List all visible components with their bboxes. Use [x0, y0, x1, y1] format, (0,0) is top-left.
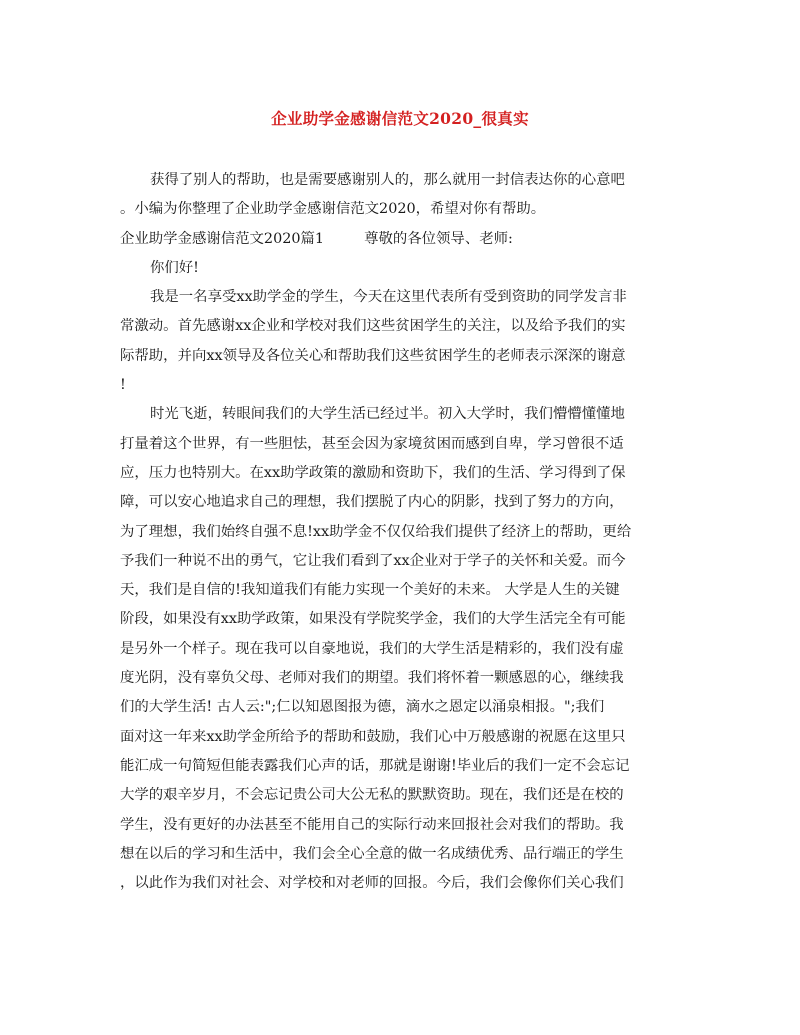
body-line: 应，压力也特别大。在xx助学政策的激励和资助下，我们的生活、学习得到了保: [120, 464, 626, 481]
body-line: 常激动。首先感谢xx企业和学校对我们这些贫困学生的关注，以及给予我们的实: [120, 318, 626, 335]
body-line: 时光飞逝，转眼间我们的大学生活已经过半。初入大学时，我们懵懵懂懂地: [150, 406, 625, 423]
greeting: 你们好!: [150, 259, 199, 276]
body-line: 学生，没有更好的办法甚至不能用自己的实际行动来回报社会对我们的帮助。我: [120, 816, 624, 833]
salutation: 尊敬的各位领导、老师:: [364, 230, 513, 247]
body-line: !: [120, 377, 126, 394]
body-line: 大学的艰辛岁月，不会忘记贵公司大公无私的默默资助。现在，我们还是在校的: [120, 787, 624, 804]
body-line: 们的大学生活! 古人云:";仁以知恩图报为德，滴水之恩定以涌泉相报。";我们: [120, 699, 605, 716]
body-line: 。小编为你整理了企业助学金感谢信范文2020，希望对你有帮助。: [120, 201, 546, 218]
body-line-heading: [120, 225, 690, 254]
body-line: 际帮助，并向xx领导及各位关心和帮助我们这些贫困学生的老师表示深深的谢意: [120, 347, 626, 364]
document-title: 企业助学金感谢信范文2020_很真实: [271, 109, 529, 128]
body-line: 阶段，如果没有xx助学政策，如果没有学院奖学金，我们的大学生活完全有可能: [120, 611, 626, 628]
body-line: 度光阴，没有辜负父母、老师对我们的期望。我们将怀着一颗感恩的心，继续我: [120, 670, 624, 687]
body-line: [120, 898, 690, 927]
body-line: 予我们一种说不出的勇气，它让我们看到了xx企业对于学子的关怀和关爱。而今: [120, 552, 626, 569]
body-line: 想在以后的学习和生活中，我们会全心全意的做一名成绩优秀、品行端正的学生: [120, 845, 624, 862]
body-line: ，以此作为我们对社会、对学校和对老师的回报。今后，我们会像你们关心我们: [120, 875, 624, 892]
body-line: 获得了别人的帮助，也是需要感谢别人的，那么就用一封信表达你的心意吧: [150, 172, 625, 188]
body-line: 打量着这个世界，有一些胆怯，甚至会因为家境贫困而感到自卑，学习曾很不适: [120, 435, 624, 452]
body-line: 能汇成一句简短但能表露我们心声的话，那就是谢谢!毕业后的我们一定不会忘记: [120, 757, 630, 774]
body-line: 障，可以安心地追求自己的理想，我们摆脱了内心的阴影，找到了努力的方向，: [120, 494, 624, 511]
body-line: 我是一名享受xx助学金的学生，今天在这里代表所有受到资助的同学发言非: [150, 289, 627, 306]
document-body: [120, 166, 690, 928]
body-line: 是另外一个样子。现在我可以自豪地说，我们的大学生活是精彩的，我们没有虚: [120, 640, 624, 657]
section-heading: 企业助学金感谢信范文2020篇1: [120, 230, 325, 247]
body-line: 为了理想，我们始终自强不息!xx助学金不仅仅给我们提供了经济上的帮助，更给: [120, 523, 632, 540]
body-line: 天，我们是自信的!我知道我们有能力实现一个美好的未来。 大学是人生的关键: [120, 582, 620, 599]
body-line: 面对这一年来xx助学金所给予的帮助和鼓励，我们心中万般感谢的祝愿在这里只: [120, 728, 626, 745]
